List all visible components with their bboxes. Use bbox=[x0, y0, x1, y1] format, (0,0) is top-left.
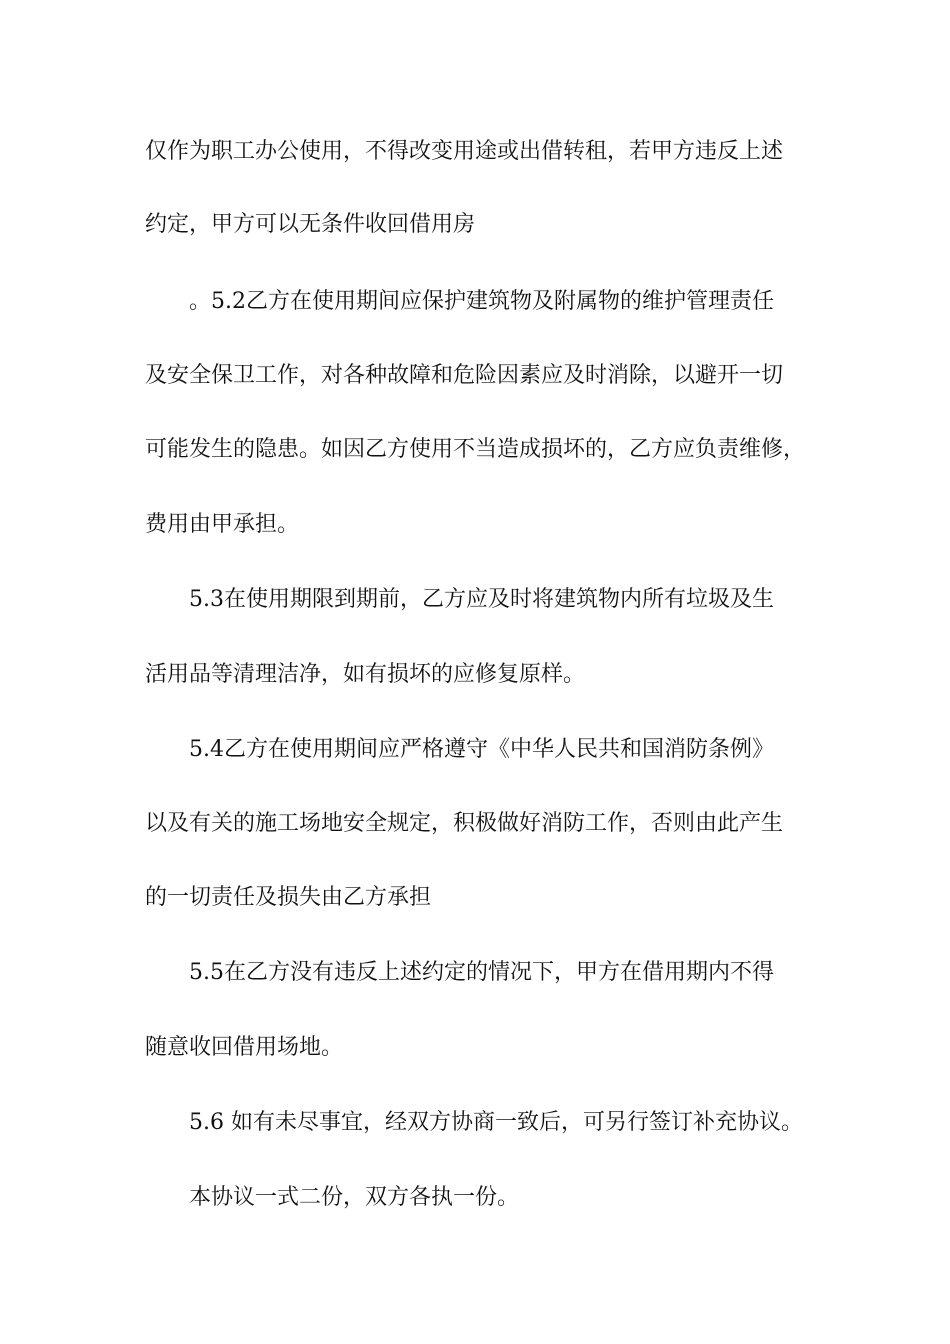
text-line: 活用品等清理洁净，如有损坏的应修复原样。 bbox=[145, 662, 586, 687]
text-line: 随意收回借用场地。 bbox=[145, 1035, 344, 1060]
text-line: 5.3在使用期限到期前，乙方应及时将建筑物内所有垃圾及生 bbox=[189, 587, 774, 612]
text-line: 可能发生的隐患。如因乙方使用不当造成损坏的，乙方应负责维修， bbox=[145, 437, 806, 462]
text-line: 以及有关的施工场地安全规定，积极做好消防工作，否则由此产生 bbox=[145, 811, 784, 836]
text-line: 约定，甲方可以无条件收回借用房 bbox=[145, 212, 476, 237]
text-line: 5.6 如有未尽事宜，经双方协商一致后，可另行签订补充协议。 bbox=[189, 1110, 803, 1135]
text-line: 费用由甲承担。 bbox=[145, 512, 300, 537]
text-line: 本协议一式二份，双方各执一份。 bbox=[189, 1185, 520, 1210]
text-line: 及安全保卫工作，对各种故障和危险因素应及时消除，以避开一切 bbox=[145, 363, 784, 388]
text-line: 5.4乙方在使用期间应严格遵守《中华人民共和国消防条例》 bbox=[189, 737, 774, 762]
text-line: 5.5在乙方没有违反上述约定的情况下，甲方在借用期内不得 bbox=[189, 960, 774, 985]
text-line: 的一切责任及损失由乙方承担 bbox=[145, 885, 432, 910]
text-line: 。5.2乙方在使用期间应保护建筑物及附属物的维护管理责任 bbox=[189, 289, 774, 314]
text-line: 仅作为职工办公使用，不得改变用途或出借转租，若甲方违反上述 bbox=[145, 139, 784, 164]
